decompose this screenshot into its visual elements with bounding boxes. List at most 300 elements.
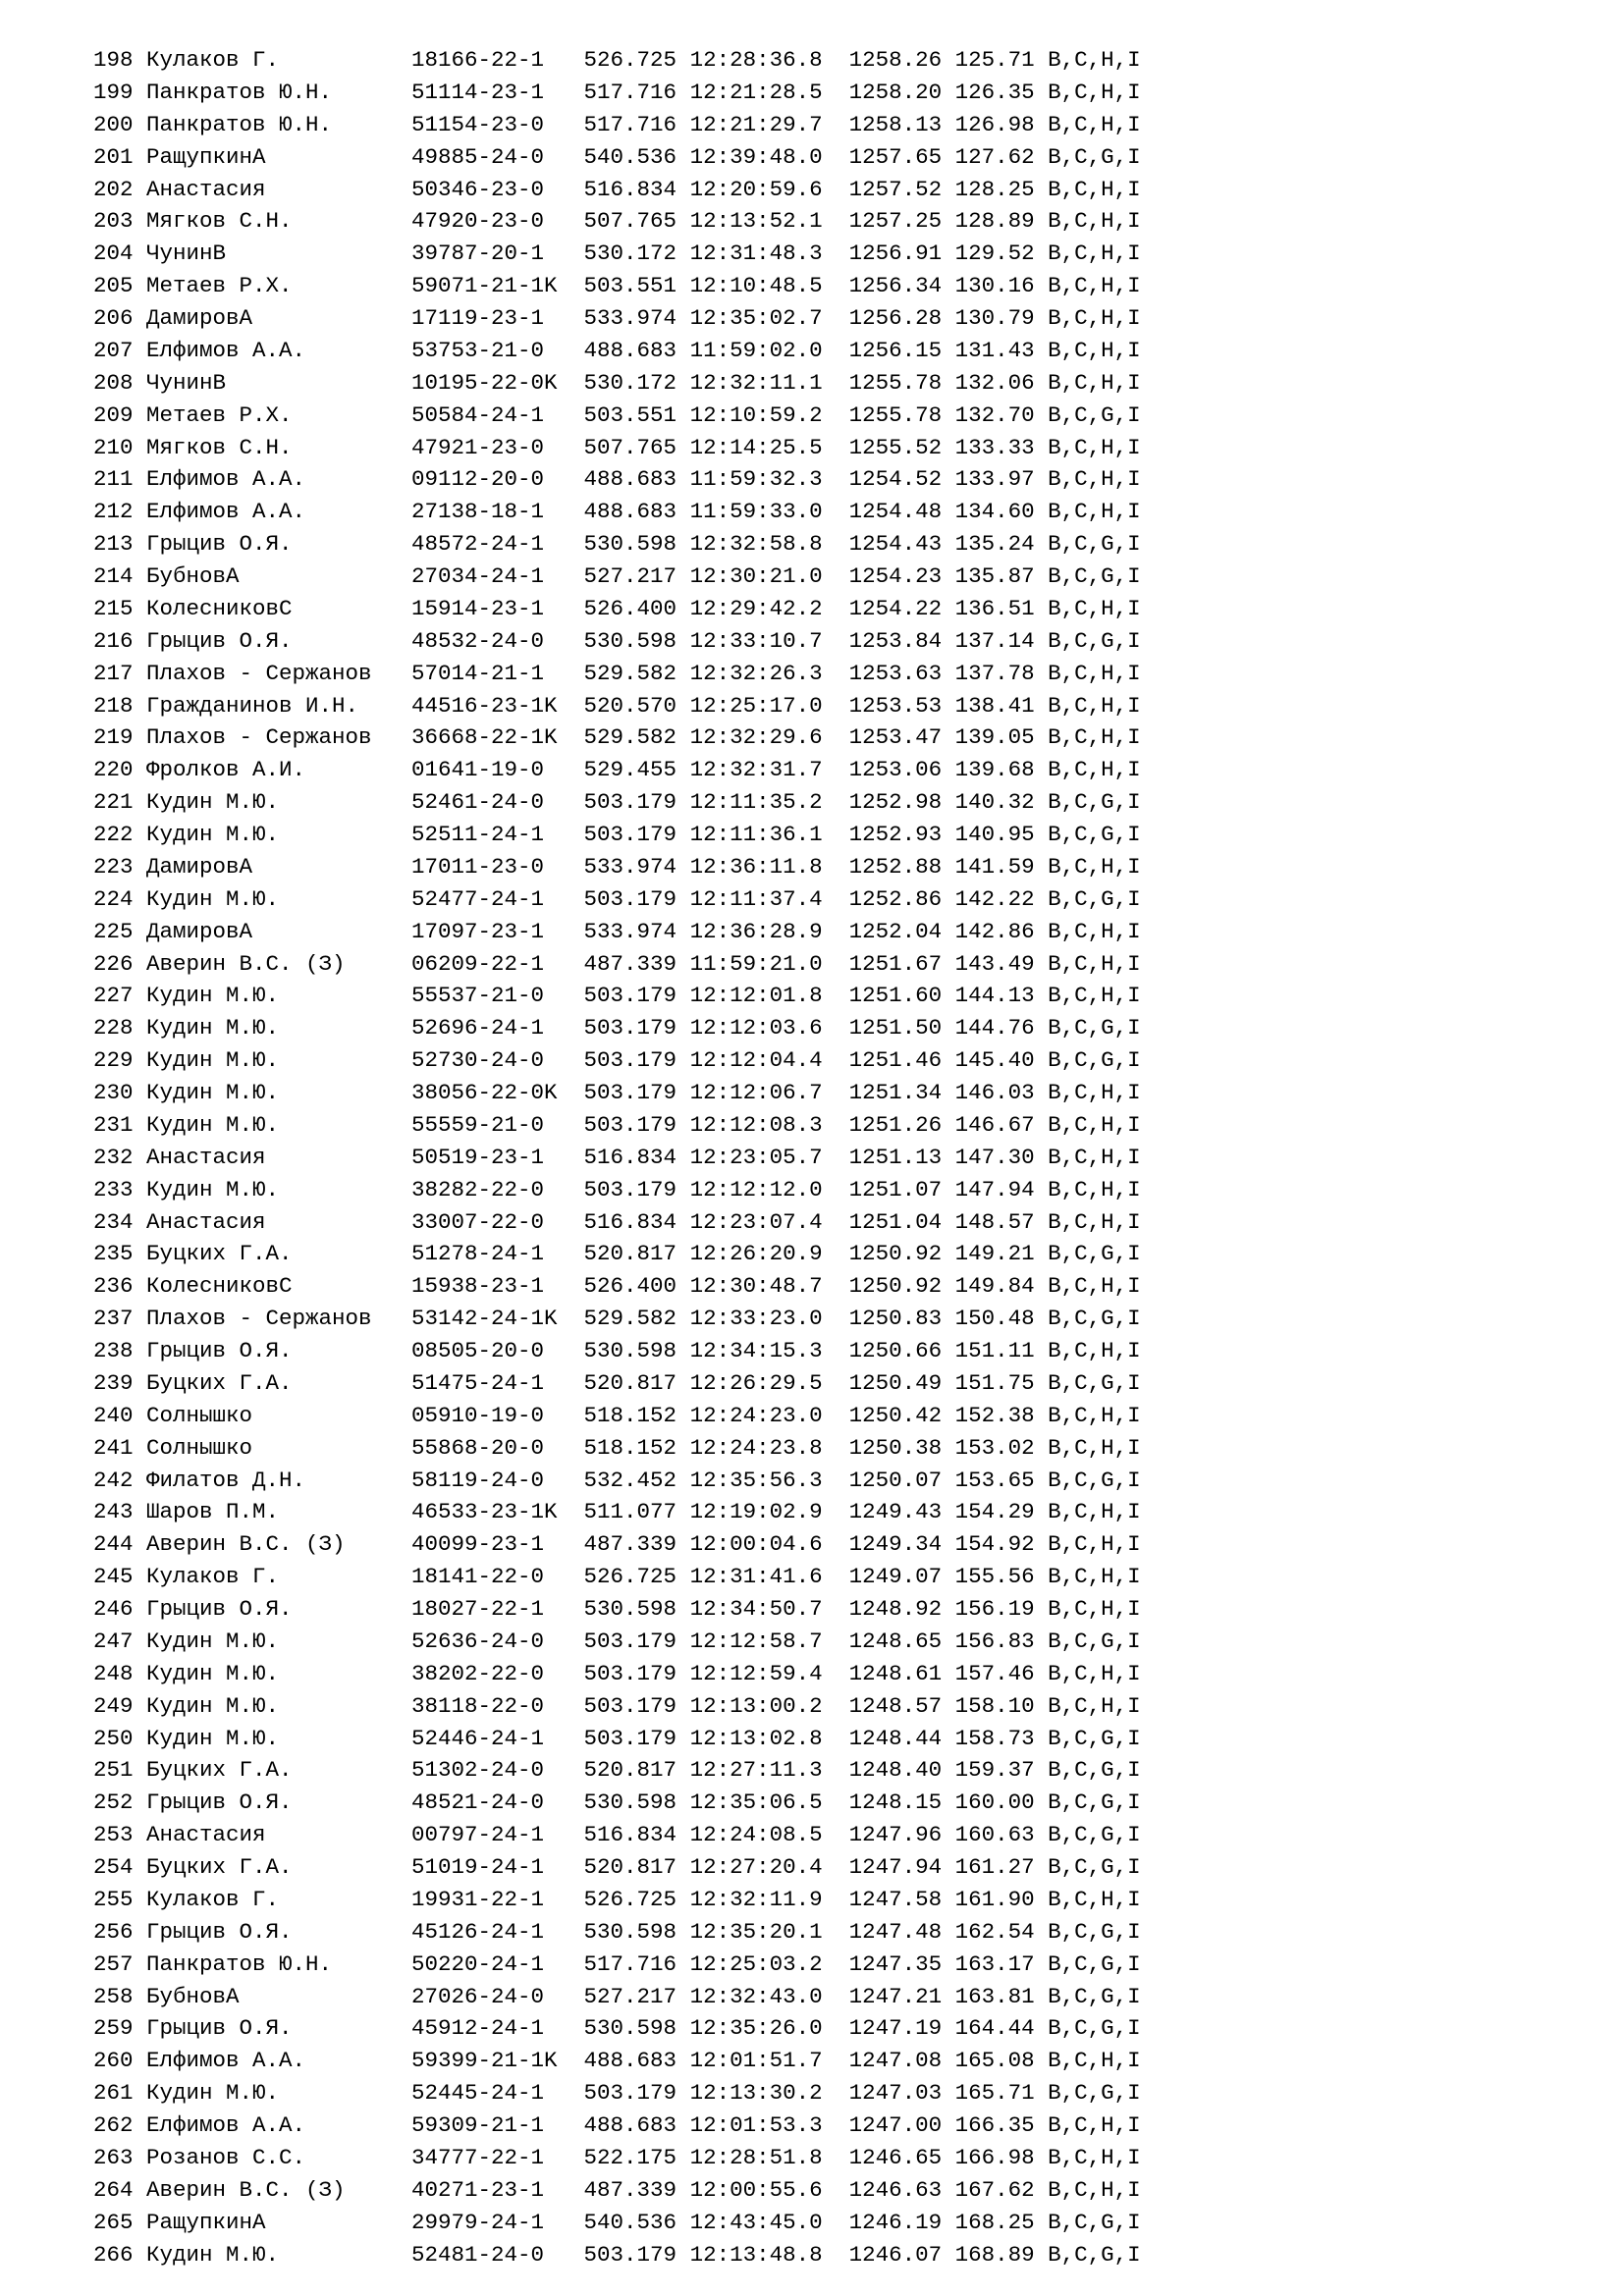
flags-cell: B,C,H,I xyxy=(1048,1080,1141,1105)
rank-cell: 255 xyxy=(93,1886,134,1912)
id-cell: 40271-23-1 xyxy=(411,2176,545,2203)
rank-cell: 230 xyxy=(93,1080,134,1105)
name-cell: Солнышко xyxy=(146,1402,253,1428)
time-cell: 12:24:08.5 xyxy=(689,1822,823,1848)
table-row xyxy=(93,1851,1141,1884)
gap-cell: 167.62 xyxy=(954,2176,1035,2203)
table-row xyxy=(93,786,1141,819)
gap-cell: 133.97 xyxy=(954,466,1035,493)
gap-cell: 151.75 xyxy=(954,1369,1035,1396)
table-row xyxy=(93,1593,1141,1626)
points-cell: 1249.07 xyxy=(848,1564,943,1590)
name-cell: Розанов С.С. xyxy=(146,2144,306,2170)
flags-cell: B,C,H,I xyxy=(1048,337,1141,363)
time-cell: 12:32:58.8 xyxy=(689,531,823,558)
gap-cell: 131.43 xyxy=(954,337,1035,363)
name-cell: Анастасия xyxy=(146,176,266,202)
name-cell: БубновА xyxy=(146,1983,240,2009)
table-row xyxy=(93,1496,1141,1528)
name-cell: БубновА xyxy=(146,563,240,589)
table-row xyxy=(93,1754,1141,1787)
id-cell: 50584-24-1 xyxy=(411,401,545,428)
name-cell: Грыцив О.Я. xyxy=(146,531,293,558)
points-cell: 1252.88 xyxy=(848,853,943,880)
name-cell: Анастасия xyxy=(146,1822,266,1848)
time-cell: 12:11:37.4 xyxy=(689,885,823,912)
flags-cell: B,C,H,I xyxy=(1048,950,1141,977)
table-row xyxy=(93,1884,1141,1916)
score-cell: 503.179 xyxy=(583,2080,677,2107)
id-cell: 48521-24-0 xyxy=(411,1789,545,1816)
rank-cell: 228 xyxy=(93,1015,134,1041)
gap-cell: 125.71 xyxy=(954,47,1035,73)
score-cell: 520.817 xyxy=(583,1757,677,1784)
results-table xyxy=(93,44,1141,2270)
table-row xyxy=(93,1238,1141,1270)
id-cell: 05910-19-0 xyxy=(411,1402,545,1428)
score-cell: 517.716 xyxy=(583,1950,677,1977)
time-cell: 12:01:51.7 xyxy=(689,2048,823,2074)
table-row xyxy=(93,658,1141,690)
id-cell: 18141-22-0 xyxy=(411,1564,545,1590)
id-cell: 53142-24-1K xyxy=(411,1306,558,1332)
points-cell: 1251.46 xyxy=(848,1047,943,1074)
name-cell: ДамировА xyxy=(146,305,253,331)
score-cell: 527.217 xyxy=(583,563,677,589)
id-cell: 58119-24-0 xyxy=(411,1467,545,1493)
id-cell: 50220-24-1 xyxy=(411,1950,545,1977)
score-cell: 530.598 xyxy=(583,1596,677,1622)
rank-cell: 251 xyxy=(93,1757,134,1784)
table-row xyxy=(93,1432,1141,1465)
points-cell: 1248.92 xyxy=(848,1596,943,1622)
points-cell: 1247.21 xyxy=(848,1983,943,2009)
name-cell: Кудин М.Ю. xyxy=(146,1725,280,1751)
score-cell: 516.834 xyxy=(583,1208,677,1235)
gap-cell: 134.60 xyxy=(954,499,1035,525)
id-cell: 52446-24-1 xyxy=(411,1725,545,1751)
name-cell: Кудин М.Ю. xyxy=(146,1660,280,1686)
score-cell: 533.974 xyxy=(583,918,677,944)
points-cell: 1251.07 xyxy=(848,1176,943,1202)
id-cell: 17119-23-1 xyxy=(411,305,545,331)
rank-cell: 248 xyxy=(93,1660,134,1686)
id-cell: 19931-22-1 xyxy=(411,1886,545,1912)
name-cell: Плахов - Сержанов xyxy=(146,660,372,686)
rank-cell: 244 xyxy=(93,1531,134,1558)
table-row xyxy=(93,980,1141,1012)
gap-cell: 159.37 xyxy=(954,1757,1035,1784)
score-cell: 529.582 xyxy=(583,660,677,686)
time-cell: 12:26:29.5 xyxy=(689,1369,823,1396)
table-row xyxy=(93,2077,1141,2109)
flags-cell: B,C,H,I xyxy=(1048,1208,1141,1235)
score-cell: 529.582 xyxy=(583,1306,677,1332)
flags-cell: B,C,H,I xyxy=(1048,434,1141,460)
gap-cell: 149.21 xyxy=(954,1241,1035,1267)
id-cell: 00797-24-1 xyxy=(411,1822,545,1848)
flags-cell: B,C,H,I xyxy=(1048,79,1141,105)
rank-cell: 256 xyxy=(93,1918,134,1945)
gap-cell: 126.98 xyxy=(954,111,1035,137)
gap-cell: 158.73 xyxy=(954,1725,1035,1751)
table-row xyxy=(93,2207,1141,2239)
time-cell: 12:43:45.0 xyxy=(689,2209,823,2235)
time-cell: 12:25:17.0 xyxy=(689,692,823,719)
score-cell: 503.179 xyxy=(583,1047,677,1074)
name-cell: Кудин М.Ю. xyxy=(146,822,280,847)
id-cell: 27138-18-1 xyxy=(411,499,545,525)
flags-cell: B,C,G,I xyxy=(1048,1369,1141,1396)
name-cell: Буцких Г.А. xyxy=(146,1369,293,1396)
id-cell: 33007-22-0 xyxy=(411,1208,545,1235)
score-cell: 530.172 xyxy=(583,240,677,267)
time-cell: 12:35:56.3 xyxy=(689,1467,823,1493)
table-row xyxy=(93,2239,1141,2271)
score-cell: 522.175 xyxy=(583,2144,677,2170)
table-row xyxy=(93,1044,1141,1077)
id-cell: 52445-24-1 xyxy=(411,2080,545,2107)
score-cell: 529.455 xyxy=(583,757,677,783)
id-cell: 46533-23-1K xyxy=(411,1499,558,1525)
flags-cell: B,C,H,I xyxy=(1048,1402,1141,1428)
score-cell: 503.179 xyxy=(583,789,677,816)
score-cell: 533.974 xyxy=(583,853,677,880)
id-cell: 17011-23-0 xyxy=(411,853,545,880)
points-cell: 1247.94 xyxy=(848,1854,943,1880)
id-cell: 51019-24-1 xyxy=(411,1854,545,1880)
time-cell: 12:24:23.0 xyxy=(689,1402,823,1428)
id-cell: 59399-21-1K xyxy=(411,2048,558,2074)
points-cell: 1252.98 xyxy=(848,789,943,816)
table-row xyxy=(93,754,1141,786)
points-cell: 1251.34 xyxy=(848,1080,943,1105)
name-cell: Елфимов А.А. xyxy=(146,2112,306,2138)
points-cell: 1247.00 xyxy=(848,2112,943,2138)
table-row xyxy=(93,1949,1141,1981)
points-cell: 1249.43 xyxy=(848,1499,943,1525)
gap-cell: 156.83 xyxy=(954,1628,1035,1654)
rank-cell: 224 xyxy=(93,885,134,912)
points-cell: 1256.91 xyxy=(848,240,943,267)
id-cell: 51114-23-1 xyxy=(411,79,545,105)
points-cell: 1254.52 xyxy=(848,466,943,493)
gap-cell: 163.81 xyxy=(954,1983,1035,2009)
score-cell: 503.179 xyxy=(583,1628,677,1654)
score-cell: 503.179 xyxy=(583,1725,677,1751)
gap-cell: 165.08 xyxy=(954,2048,1035,2074)
name-cell: Грыцив О.Я. xyxy=(146,627,293,654)
time-cell: 12:20:59.6 xyxy=(689,176,823,202)
points-cell: 1246.65 xyxy=(848,2144,943,2170)
score-cell: 527.217 xyxy=(583,1983,677,2009)
score-cell: 533.974 xyxy=(583,305,677,331)
score-cell: 517.716 xyxy=(583,79,677,105)
gap-cell: 166.98 xyxy=(954,2144,1035,2170)
points-cell: 1252.93 xyxy=(848,822,943,847)
rank-cell: 239 xyxy=(93,1369,134,1396)
table-row xyxy=(93,141,1141,174)
time-cell: 12:36:11.8 xyxy=(689,853,823,880)
id-cell: 15938-23-1 xyxy=(411,1273,545,1300)
rank-cell: 201 xyxy=(93,143,134,170)
score-cell: 530.598 xyxy=(583,531,677,558)
score-cell: 511.077 xyxy=(583,1499,677,1525)
gap-cell: 139.05 xyxy=(954,724,1035,751)
table-row xyxy=(93,109,1141,141)
time-cell: 12:36:28.9 xyxy=(689,918,823,944)
rank-cell: 241 xyxy=(93,1434,134,1461)
flags-cell: B,C,H,I xyxy=(1048,983,1141,1009)
flags-cell: B,C,H,I xyxy=(1048,499,1141,525)
flags-cell: B,C,G,I xyxy=(1048,1725,1141,1751)
table-row xyxy=(93,238,1141,270)
table-row xyxy=(93,690,1141,722)
rank-cell: 219 xyxy=(93,724,134,751)
table-row xyxy=(93,1465,1141,1497)
rank-cell: 266 xyxy=(93,2241,134,2268)
table-row xyxy=(93,528,1141,561)
table-row xyxy=(93,1077,1141,1109)
flags-cell: B,C,H,I xyxy=(1048,111,1141,137)
score-cell: 526.725 xyxy=(583,47,677,73)
flags-cell: B,C,H,I xyxy=(1048,176,1141,202)
score-cell: 518.152 xyxy=(583,1402,677,1428)
score-cell: 516.834 xyxy=(583,176,677,202)
time-cell: 12:21:29.7 xyxy=(689,111,823,137)
time-cell: 11:59:02.0 xyxy=(689,337,823,363)
name-cell: Кудин М.Ю. xyxy=(146,1176,280,1202)
rank-cell: 218 xyxy=(93,692,134,719)
gap-cell: 164.44 xyxy=(954,2015,1035,2042)
points-cell: 1251.67 xyxy=(848,950,943,977)
id-cell: 18027-22-1 xyxy=(411,1596,545,1622)
table-row xyxy=(93,1206,1141,1239)
rank-cell: 217 xyxy=(93,660,134,686)
time-cell: 12:12:58.7 xyxy=(689,1628,823,1654)
name-cell: Кудин М.Ю. xyxy=(146,1111,280,1138)
points-cell: 1247.08 xyxy=(848,2048,943,2074)
score-cell: 488.683 xyxy=(583,337,677,363)
name-cell: Грыцив О.Я. xyxy=(146,1918,293,1945)
rank-cell: 232 xyxy=(93,1144,134,1170)
time-cell: 12:12:59.4 xyxy=(689,1660,823,1686)
score-cell: 530.598 xyxy=(583,627,677,654)
points-cell: 1254.43 xyxy=(848,531,943,558)
table-row xyxy=(93,2142,1141,2174)
id-cell: 47920-23-0 xyxy=(411,208,545,235)
name-cell: КолесниковС xyxy=(146,595,293,621)
gap-cell: 144.76 xyxy=(954,1015,1035,1041)
flags-cell: B,C,H,I xyxy=(1048,595,1141,621)
flags-cell: B,C,G,I xyxy=(1048,1950,1141,1977)
gap-cell: 152.38 xyxy=(954,1402,1035,1428)
time-cell: 12:01:53.3 xyxy=(689,2112,823,2138)
points-cell: 1247.58 xyxy=(848,1886,943,1912)
time-cell: 12:13:52.1 xyxy=(689,208,823,235)
score-cell: 503.551 xyxy=(583,401,677,428)
score-cell: 530.598 xyxy=(583,1918,677,1945)
flags-cell: B,C,G,I xyxy=(1048,1757,1141,1784)
id-cell: 52696-24-1 xyxy=(411,1015,545,1041)
name-cell: Кудин М.Ю. xyxy=(146,2241,280,2268)
name-cell: Плахов - Сержанов xyxy=(146,1306,372,1332)
flags-cell: B,C,G,I xyxy=(1048,1467,1141,1493)
flags-cell: B,C,G,I xyxy=(1048,401,1141,428)
flags-cell: B,C,G,I xyxy=(1048,1047,1141,1074)
table-row xyxy=(93,2174,1141,2207)
rank-cell: 222 xyxy=(93,822,134,847)
flags-cell: B,C,G,I xyxy=(1048,1628,1141,1654)
id-cell: 27034-24-1 xyxy=(411,563,545,589)
points-cell: 1253.84 xyxy=(848,627,943,654)
name-cell: ДамировА xyxy=(146,853,253,880)
time-cell: 12:35:06.5 xyxy=(689,1789,823,1816)
time-cell: 12:12:12.0 xyxy=(689,1176,823,1202)
time-cell: 12:28:51.8 xyxy=(689,2144,823,2170)
flags-cell: B,C,G,I xyxy=(1048,1822,1141,1848)
rank-cell: 220 xyxy=(93,757,134,783)
gap-cell: 161.90 xyxy=(954,1886,1035,1912)
id-cell: 51475-24-1 xyxy=(411,1369,545,1396)
rank-cell: 246 xyxy=(93,1596,134,1622)
points-cell: 1250.42 xyxy=(848,1402,943,1428)
time-cell: 12:34:15.3 xyxy=(689,1338,823,1363)
table-row xyxy=(93,561,1141,593)
flags-cell: B,C,H,I xyxy=(1048,1273,1141,1300)
id-cell: 55868-20-0 xyxy=(411,1434,545,1461)
table-row xyxy=(93,625,1141,658)
name-cell: Кудин М.Ю. xyxy=(146,1628,280,1654)
gap-cell: 158.10 xyxy=(954,1692,1035,1719)
table-row xyxy=(93,1658,1141,1690)
time-cell: 12:34:50.7 xyxy=(689,1596,823,1622)
name-cell: Аверин В.С. (З) xyxy=(146,2176,346,2203)
points-cell: 1253.53 xyxy=(848,692,943,719)
rank-cell: 209 xyxy=(93,401,134,428)
flags-cell: B,C,H,I xyxy=(1048,918,1141,944)
flags-cell: B,C,G,I xyxy=(1048,1918,1141,1945)
flags-cell: B,C,H,I xyxy=(1048,2144,1141,2170)
points-cell: 1252.86 xyxy=(848,885,943,912)
name-cell: Кулаков Г. xyxy=(146,1886,280,1912)
score-cell: 526.400 xyxy=(583,595,677,621)
id-cell: 52730-24-0 xyxy=(411,1047,545,1074)
id-cell: 27026-24-0 xyxy=(411,1983,545,2009)
name-cell: Елфимов А.А. xyxy=(146,2048,306,2074)
rank-cell: 261 xyxy=(93,2080,134,2107)
name-cell: ЧунинВ xyxy=(146,369,227,396)
id-cell: 52636-24-0 xyxy=(411,1628,545,1654)
name-cell: Мягков С.Н. xyxy=(146,208,293,235)
rank-cell: 210 xyxy=(93,434,134,460)
rank-cell: 250 xyxy=(93,1725,134,1751)
name-cell: Грыцив О.Я. xyxy=(146,2015,293,2042)
points-cell: 1250.83 xyxy=(848,1306,943,1332)
flags-cell: B,C,H,I xyxy=(1048,692,1141,719)
score-cell: 520.817 xyxy=(583,1369,677,1396)
flags-cell: B,C,H,I xyxy=(1048,757,1141,783)
points-cell: 1254.48 xyxy=(848,499,943,525)
flags-cell: B,C,H,I xyxy=(1048,466,1141,493)
rank-cell: 237 xyxy=(93,1306,134,1332)
time-cell: 12:39:48.0 xyxy=(689,143,823,170)
table-row xyxy=(93,916,1141,948)
rank-cell: 198 xyxy=(93,47,134,73)
id-cell: 39787-20-1 xyxy=(411,240,545,267)
time-cell: 12:24:23.8 xyxy=(689,1434,823,1461)
id-cell: 44516-23-1K xyxy=(411,692,558,719)
points-cell: 1255.78 xyxy=(848,369,943,396)
gap-cell: 136.51 xyxy=(954,595,1035,621)
time-cell: 12:32:43.0 xyxy=(689,1983,823,2009)
gap-cell: 133.33 xyxy=(954,434,1035,460)
name-cell: Анастасия xyxy=(146,1208,266,1235)
rank-cell: 252 xyxy=(93,1789,134,1816)
time-cell: 12:35:26.0 xyxy=(689,2015,823,2042)
table-row xyxy=(93,1400,1141,1432)
table-row xyxy=(93,367,1141,400)
id-cell: 01641-19-0 xyxy=(411,757,545,783)
flags-cell: B,C,H,I xyxy=(1048,853,1141,880)
gap-cell: 140.95 xyxy=(954,822,1035,847)
time-cell: 12:35:02.7 xyxy=(689,305,823,331)
rank-cell: 202 xyxy=(93,176,134,202)
points-cell: 1247.19 xyxy=(848,2015,943,2042)
time-cell: 12:33:10.7 xyxy=(689,627,823,654)
points-cell: 1251.50 xyxy=(848,1015,943,1041)
time-cell: 12:12:04.4 xyxy=(689,1047,823,1074)
gap-cell: 137.78 xyxy=(954,660,1035,686)
id-cell: 34777-22-1 xyxy=(411,2144,545,2170)
time-cell: 12:26:20.9 xyxy=(689,1241,823,1267)
flags-cell: B,C,G,I xyxy=(1048,1854,1141,1880)
name-cell: Фролков А.И. xyxy=(146,757,306,783)
gap-cell: 126.35 xyxy=(954,79,1035,105)
gap-cell: 128.25 xyxy=(954,176,1035,202)
table-row xyxy=(93,1561,1141,1593)
name-cell: Елфимов А.А. xyxy=(146,337,306,363)
gap-cell: 165.71 xyxy=(954,2080,1035,2107)
id-cell: 57014-21-1 xyxy=(411,660,545,686)
table-row xyxy=(93,1303,1141,1335)
points-cell: 1252.04 xyxy=(848,918,943,944)
gap-cell: 168.25 xyxy=(954,2209,1035,2235)
flags-cell: B,C,H,I xyxy=(1048,208,1141,235)
score-cell: 487.339 xyxy=(583,1531,677,1558)
rank-cell: 242 xyxy=(93,1467,134,1493)
flags-cell: B,C,H,I xyxy=(1048,660,1141,686)
table-row xyxy=(93,1270,1141,1303)
name-cell: Грыцив О.Я. xyxy=(146,1789,293,1816)
time-cell: 12:32:11.9 xyxy=(689,1886,823,1912)
rank-cell: 259 xyxy=(93,2015,134,2042)
gap-cell: 155.56 xyxy=(954,1564,1035,1590)
rank-cell: 236 xyxy=(93,1273,134,1300)
time-cell: 11:59:33.0 xyxy=(689,499,823,525)
points-cell: 1248.15 xyxy=(848,1789,943,1816)
gap-cell: 135.24 xyxy=(954,531,1035,558)
rank-cell: 235 xyxy=(93,1241,134,1267)
score-cell: 507.765 xyxy=(583,434,677,460)
rank-cell: 206 xyxy=(93,305,134,331)
table-row xyxy=(93,1367,1141,1400)
gap-cell: 157.46 xyxy=(954,1660,1035,1686)
rank-cell: 199 xyxy=(93,79,134,105)
flags-cell: B,C,H,I xyxy=(1048,47,1141,73)
flags-cell: B,C,H,I xyxy=(1048,369,1141,396)
score-cell: 488.683 xyxy=(583,499,677,525)
